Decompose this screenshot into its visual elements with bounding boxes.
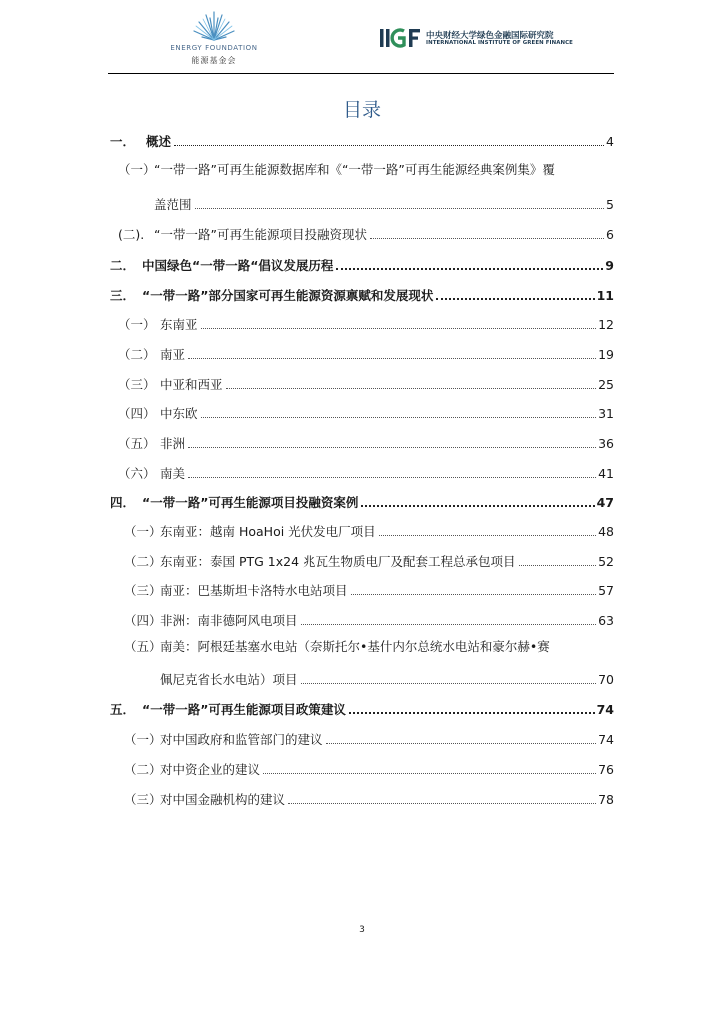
- dot-leader: [188, 477, 596, 478]
- toc-entry[interactable]: [124, 728, 614, 748]
- dot-leader: [195, 208, 605, 209]
- toc-entry[interactable]: [124, 788, 614, 808]
- dot-leader: [263, 773, 596, 774]
- toc-entry-number: （一）: [124, 732, 162, 747]
- dot-leader: [201, 328, 597, 329]
- toc-entry-text: “一带一路”可再生能源项目投融资案例: [142, 495, 359, 510]
- page-header: [0, 0, 724, 74]
- toc-entry[interactable]: [118, 313, 614, 333]
- toc-entry-text: 非洲: [160, 436, 186, 451]
- toc-entry-number: （三）: [124, 792, 162, 807]
- energy-foundation-name-cn: 能源基金会: [191, 56, 237, 65]
- toc-entry-number: 三．: [110, 288, 136, 303]
- toc-entry-number: （二）: [124, 554, 162, 569]
- toc-entry[interactable]: [110, 284, 614, 304]
- toc-entry-text: 对中国政府和监管部门的建议: [160, 732, 323, 747]
- toc-entry-text: 南美: [160, 466, 186, 481]
- toc-entry-page: 63: [598, 613, 614, 628]
- dot-leader: [226, 388, 597, 389]
- toc-entry-page: 74: [598, 732, 614, 747]
- dot-leader: [379, 535, 596, 536]
- toc-entry-page: 12: [598, 317, 614, 332]
- toc-entry-text: 非洲：南非德阿风电项目: [160, 613, 298, 628]
- toc-entry-page: 57: [598, 583, 614, 598]
- toc-entry-text: 对中国金融机构的建议: [160, 792, 286, 807]
- page-number: 3: [359, 925, 365, 935]
- dot-leader: [351, 594, 597, 595]
- toc-entry-text: 东南亚: [160, 317, 198, 332]
- toc-entry-page: 25: [598, 377, 614, 392]
- toc-entry-number: （一）: [118, 317, 156, 332]
- toc-entry-text: 南亚: [160, 347, 186, 362]
- toc-entry-text: “一带一路”可再生能源数据库和《“一带一路”可再生能源经典案例集》覆: [154, 162, 555, 177]
- toc-entry-text: 概述: [146, 134, 172, 149]
- toc-entry-text: 中国绿色“一带一路“倡议发展历程: [142, 258, 334, 273]
- toc-entry-number: 四．: [110, 495, 136, 510]
- toc-title: 目录: [342, 99, 381, 121]
- toc-entry-page: 78: [598, 792, 614, 807]
- toc-entry[interactable]: [110, 491, 614, 511]
- toc-entry[interactable]: [118, 432, 614, 452]
- toc-entry-number: （三）: [118, 377, 156, 392]
- toc-entry-page: 74: [596, 702, 614, 717]
- toc-entry-text: 东南亚：越南 HoaHoi 光伏发电厂项目: [160, 524, 376, 539]
- toc-entry-number: 二．: [110, 258, 136, 273]
- toc-entry-page: 31: [598, 406, 614, 421]
- toc-entry-number: （三）: [124, 583, 162, 598]
- dot-leader: [349, 712, 595, 714]
- toc-entry-number: 一．: [110, 134, 136, 149]
- toc-entry-number: （一）: [118, 162, 156, 177]
- header-divider: [108, 73, 614, 74]
- toc-entry-first-line[interactable]: [124, 639, 550, 655]
- energy-foundation-logo: [168, 10, 260, 66]
- toc-entry-number: （四）: [124, 613, 162, 628]
- toc-entry[interactable]: [124, 550, 614, 570]
- dot-leader: [201, 417, 597, 418]
- toc-entry-text: 中东欧: [160, 406, 198, 421]
- toc-entry-page: 5: [606, 197, 614, 212]
- iigf-name-cn: 中央财经大学绿色金融国际研究院: [426, 31, 554, 41]
- iigf-mark-icon: [379, 26, 423, 50]
- toc-entry[interactable]: [110, 698, 614, 718]
- toc-entry[interactable]: [124, 520, 614, 540]
- toc-entry[interactable]: [118, 343, 614, 363]
- toc-entry[interactable]: [118, 373, 614, 393]
- toc-entry-number: （一）: [124, 524, 162, 539]
- dot-leader: [301, 624, 597, 625]
- toc-entry[interactable]: [160, 668, 614, 688]
- toc-entry-page: 47: [596, 495, 614, 510]
- dot-leader: [436, 298, 594, 300]
- toc-entry-page: 41: [598, 466, 614, 481]
- toc-entry[interactable]: [110, 130, 614, 150]
- toc-entry-page: 9: [605, 258, 614, 273]
- dot-leader: [301, 683, 597, 684]
- toc-entry-first-line[interactable]: [118, 162, 555, 178]
- toc-entry-text: 南美：阿根廷基塞水电站（奈斯托尔•基什内尔总统水电站和豪尔赫•赛: [160, 639, 550, 654]
- toc-entry-number: （五）: [118, 436, 156, 451]
- toc-entry[interactable]: [118, 402, 614, 422]
- toc-entry-text: 东南亚：泰国 PTG 1x24 兆瓦生物质电厂及配套工程总承包项目: [160, 554, 516, 569]
- toc-entry-text: 对中资企业的建议: [160, 762, 261, 777]
- energy-foundation-name-en: ENERGY FOUNDATION: [170, 44, 258, 52]
- toc-entry-text: “一带一路”可再生能源项目投融资现状: [154, 227, 367, 242]
- toc-entry-page: 6: [606, 227, 614, 242]
- toc-entry-page: 11: [596, 288, 614, 303]
- toc-entry-number: （六）: [118, 466, 156, 481]
- toc-entry-number: （二）: [118, 347, 156, 362]
- dot-leader: [326, 743, 597, 744]
- toc-entry-number: 五．: [110, 702, 136, 717]
- toc-entry-number: （五）: [124, 639, 162, 654]
- toc-entry[interactable]: [154, 193, 614, 213]
- toc-entry-page: 52: [598, 554, 614, 569]
- toc-entry-page: 36: [598, 436, 614, 451]
- toc-entry-text: 中亚和西亚: [160, 377, 223, 392]
- dot-leader: [188, 447, 596, 448]
- dot-leader: [336, 268, 603, 270]
- toc-entry-continuation: 盖范围: [154, 197, 192, 212]
- toc-entry-number: (二).: [118, 227, 145, 242]
- toc-entry-number: （二）: [124, 762, 162, 777]
- starburst-icon: [192, 10, 236, 44]
- toc-entry[interactable]: [118, 223, 614, 243]
- toc-entry-text: 南亚：巴基斯坦卡洛特水电站项目: [160, 583, 348, 598]
- dot-leader: [288, 803, 596, 804]
- toc-entry-text: “一带一路”可再生能源项目政策建议: [142, 702, 346, 717]
- toc-entry-page: 4: [606, 134, 614, 149]
- dot-leader: [519, 565, 597, 566]
- toc-entry[interactable]: [124, 609, 614, 629]
- toc-entry-page: 48: [598, 524, 614, 539]
- iigf-name-en: INTERNATIONAL INSTITUTE OF GREEN FINANCE: [426, 40, 573, 46]
- toc-entry-continuation: 佩尼克省长水电站）项目: [160, 672, 298, 687]
- toc-entry[interactable]: [124, 579, 614, 599]
- toc-entry-text: “一带一路”部分国家可再生能源资源禀赋和发展现状: [142, 288, 434, 303]
- dot-leader: [370, 238, 604, 239]
- toc-entry-page: 76: [598, 762, 614, 777]
- toc-entry-number: （四）: [118, 406, 156, 421]
- dot-leader: [174, 145, 604, 146]
- dot-leader: [188, 358, 596, 359]
- toc-entry-page: 19: [598, 347, 614, 362]
- dot-leader: [361, 505, 594, 507]
- toc-entry-page: 70: [598, 672, 614, 687]
- toc-entry[interactable]: [118, 462, 614, 482]
- toc-entry[interactable]: [110, 254, 614, 274]
- iigf-logo: [379, 26, 579, 52]
- toc-entry[interactable]: [124, 758, 614, 778]
